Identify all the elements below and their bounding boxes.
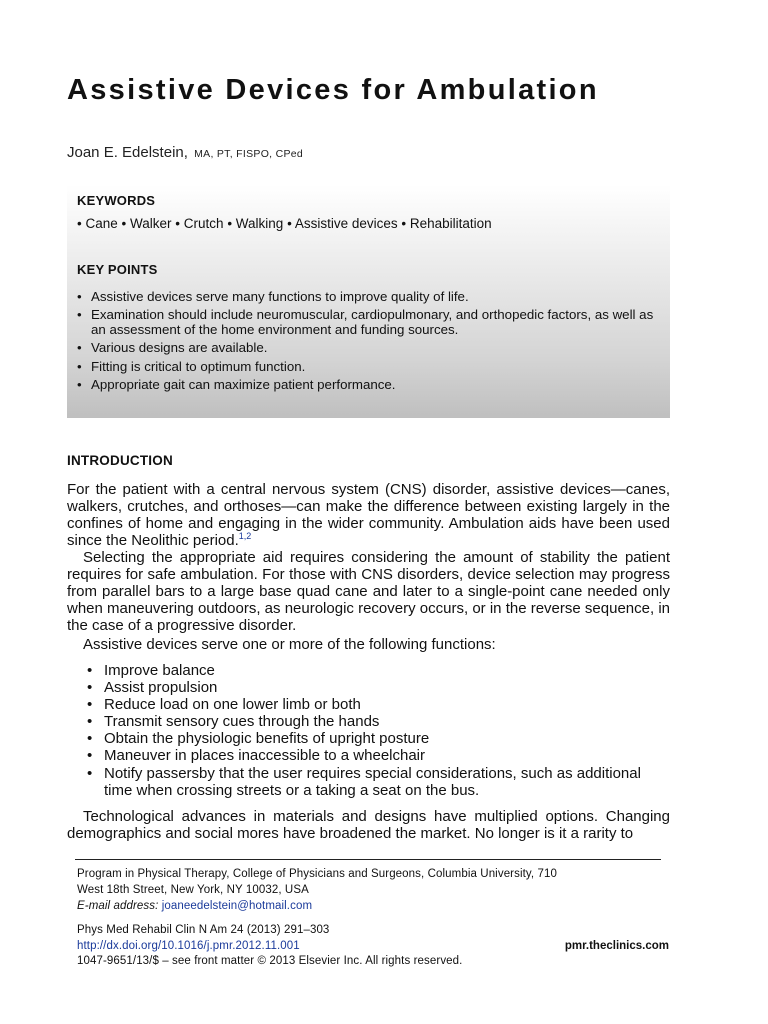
keyword-item: Assistive devices (294, 216, 398, 231)
journal-citation: Phys Med Rehabil Clin N Am 24 (2013) 291–303 (77, 924, 330, 936)
intro-paragraph-2: Selecting the appropriate aid requires considering the amount of stability the patient requires for safe ambulation. For those with CNS disorders, device selection may progress from parallel bars to a large base quad cane and later to a single-point cane needed only when maneuvering outdoors, as neurologic recovery occurs, or in the reverse sequence, in the case of a progressive disorder. (67, 549, 670, 635)
keyword-bullet: • (287, 216, 295, 231)
email-line (77, 900, 312, 912)
reference-link[interactable]: 1,2 (238, 531, 252, 542)
function-item: • Improve balance (87, 662, 670, 679)
intro-paragraph-4: Technological advances in materials and designs have multiplied options. Changing demographics and social mores have broadened the market. No longer is it a rarity to (67, 808, 670, 843)
intro-paragraph-3: Assistive devices serve one or more of the following functions: (83, 636, 496, 653)
keyword-item: Rehabilitation (409, 216, 492, 231)
function-item: • Reduce load on one lower limb or both (87, 696, 670, 713)
keyword-bullet: • (121, 216, 131, 231)
introduction-heading: INTRODUCTION (67, 453, 173, 468)
keyword-bullet: • (175, 216, 184, 231)
keyword-bullet: • (227, 216, 236, 231)
keyword-bullet: • (401, 216, 410, 231)
key-point-item: • Appropriate gait can maximize patient performance. (77, 377, 662, 392)
keywords-keypoints-box (67, 185, 670, 418)
intro-paragraph-1-text: For the patient with a central nervous system (CNS) disorder, assistive devices—canes, walkers, crutches, and orthoses—can make the difference between existing largely in the confines of home and engaging in the wider community. Ambulation aids have been used since the Neolithic period. (67, 481, 670, 550)
affiliation-line-1: Program in Physical Therapy, College of Physicians and Surgeons, Columbia University, 710 (77, 868, 557, 880)
author-line (67, 144, 303, 161)
function-item: • Assist propulsion (87, 679, 670, 696)
keyword-item: Walker (130, 216, 172, 231)
author-name: Joan E. Edelstein, (67, 144, 188, 161)
intro-paragraph-1 (67, 481, 670, 549)
key-point-item: • Fitting is critical to optimum function. (77, 359, 662, 374)
keyword-item: Walking (235, 216, 284, 231)
keyword-bullet: • (77, 216, 86, 231)
copyright-line: 1047-9651/13/$ – see front matter © 2013 Elsevier Inc. All rights reserved. (77, 955, 463, 967)
function-item: • Transmit sensory cues through the hands (87, 713, 670, 730)
key-points-heading: KEY POINTS (77, 262, 158, 277)
key-points-list (77, 289, 662, 395)
function-item: • Notify passersby that the user requires special considerations, such as additional time when crossing streets or a taking a seat on the bus. (87, 765, 670, 799)
keyword-item: Cane (85, 216, 118, 231)
keyword-item: Crutch (183, 216, 224, 231)
author-credentials: MA, PT, FISPO, CPed (194, 148, 304, 160)
journal-site: pmr.theclinics.com (564, 940, 669, 952)
function-item: • Maneuver in places inaccessible to a wheelchair (87, 747, 670, 764)
key-point-item: • Assistive devices serve many functions to improve quality of life. (77, 289, 662, 304)
key-point-item: • Various designs are available. (77, 340, 662, 355)
keywords-list (77, 216, 492, 231)
keywords-heading: KEYWORDS (77, 193, 156, 208)
functions-list (87, 662, 670, 799)
affiliation-line-2: West 18th Street, New York, NY 10032, USA (77, 884, 309, 896)
article-title: Assistive Devices for Ambulation (67, 74, 599, 106)
email-label: E-mail address: (77, 900, 159, 912)
footnote-divider (75, 859, 661, 860)
doi-link[interactable]: http://dx.doi.org/10.1016/j.pmr.2012.11.001 (77, 940, 300, 952)
key-point-item: • Examination should include neuromuscular, cardiopulmonary, and orthopedic factors, as well as an assessment of the home environment and funding sources. (77, 307, 662, 337)
email-link[interactable]: joaneedelstein@hotmail.com (161, 900, 313, 912)
function-item: • Obtain the physiologic benefits of upright posture (87, 730, 670, 747)
